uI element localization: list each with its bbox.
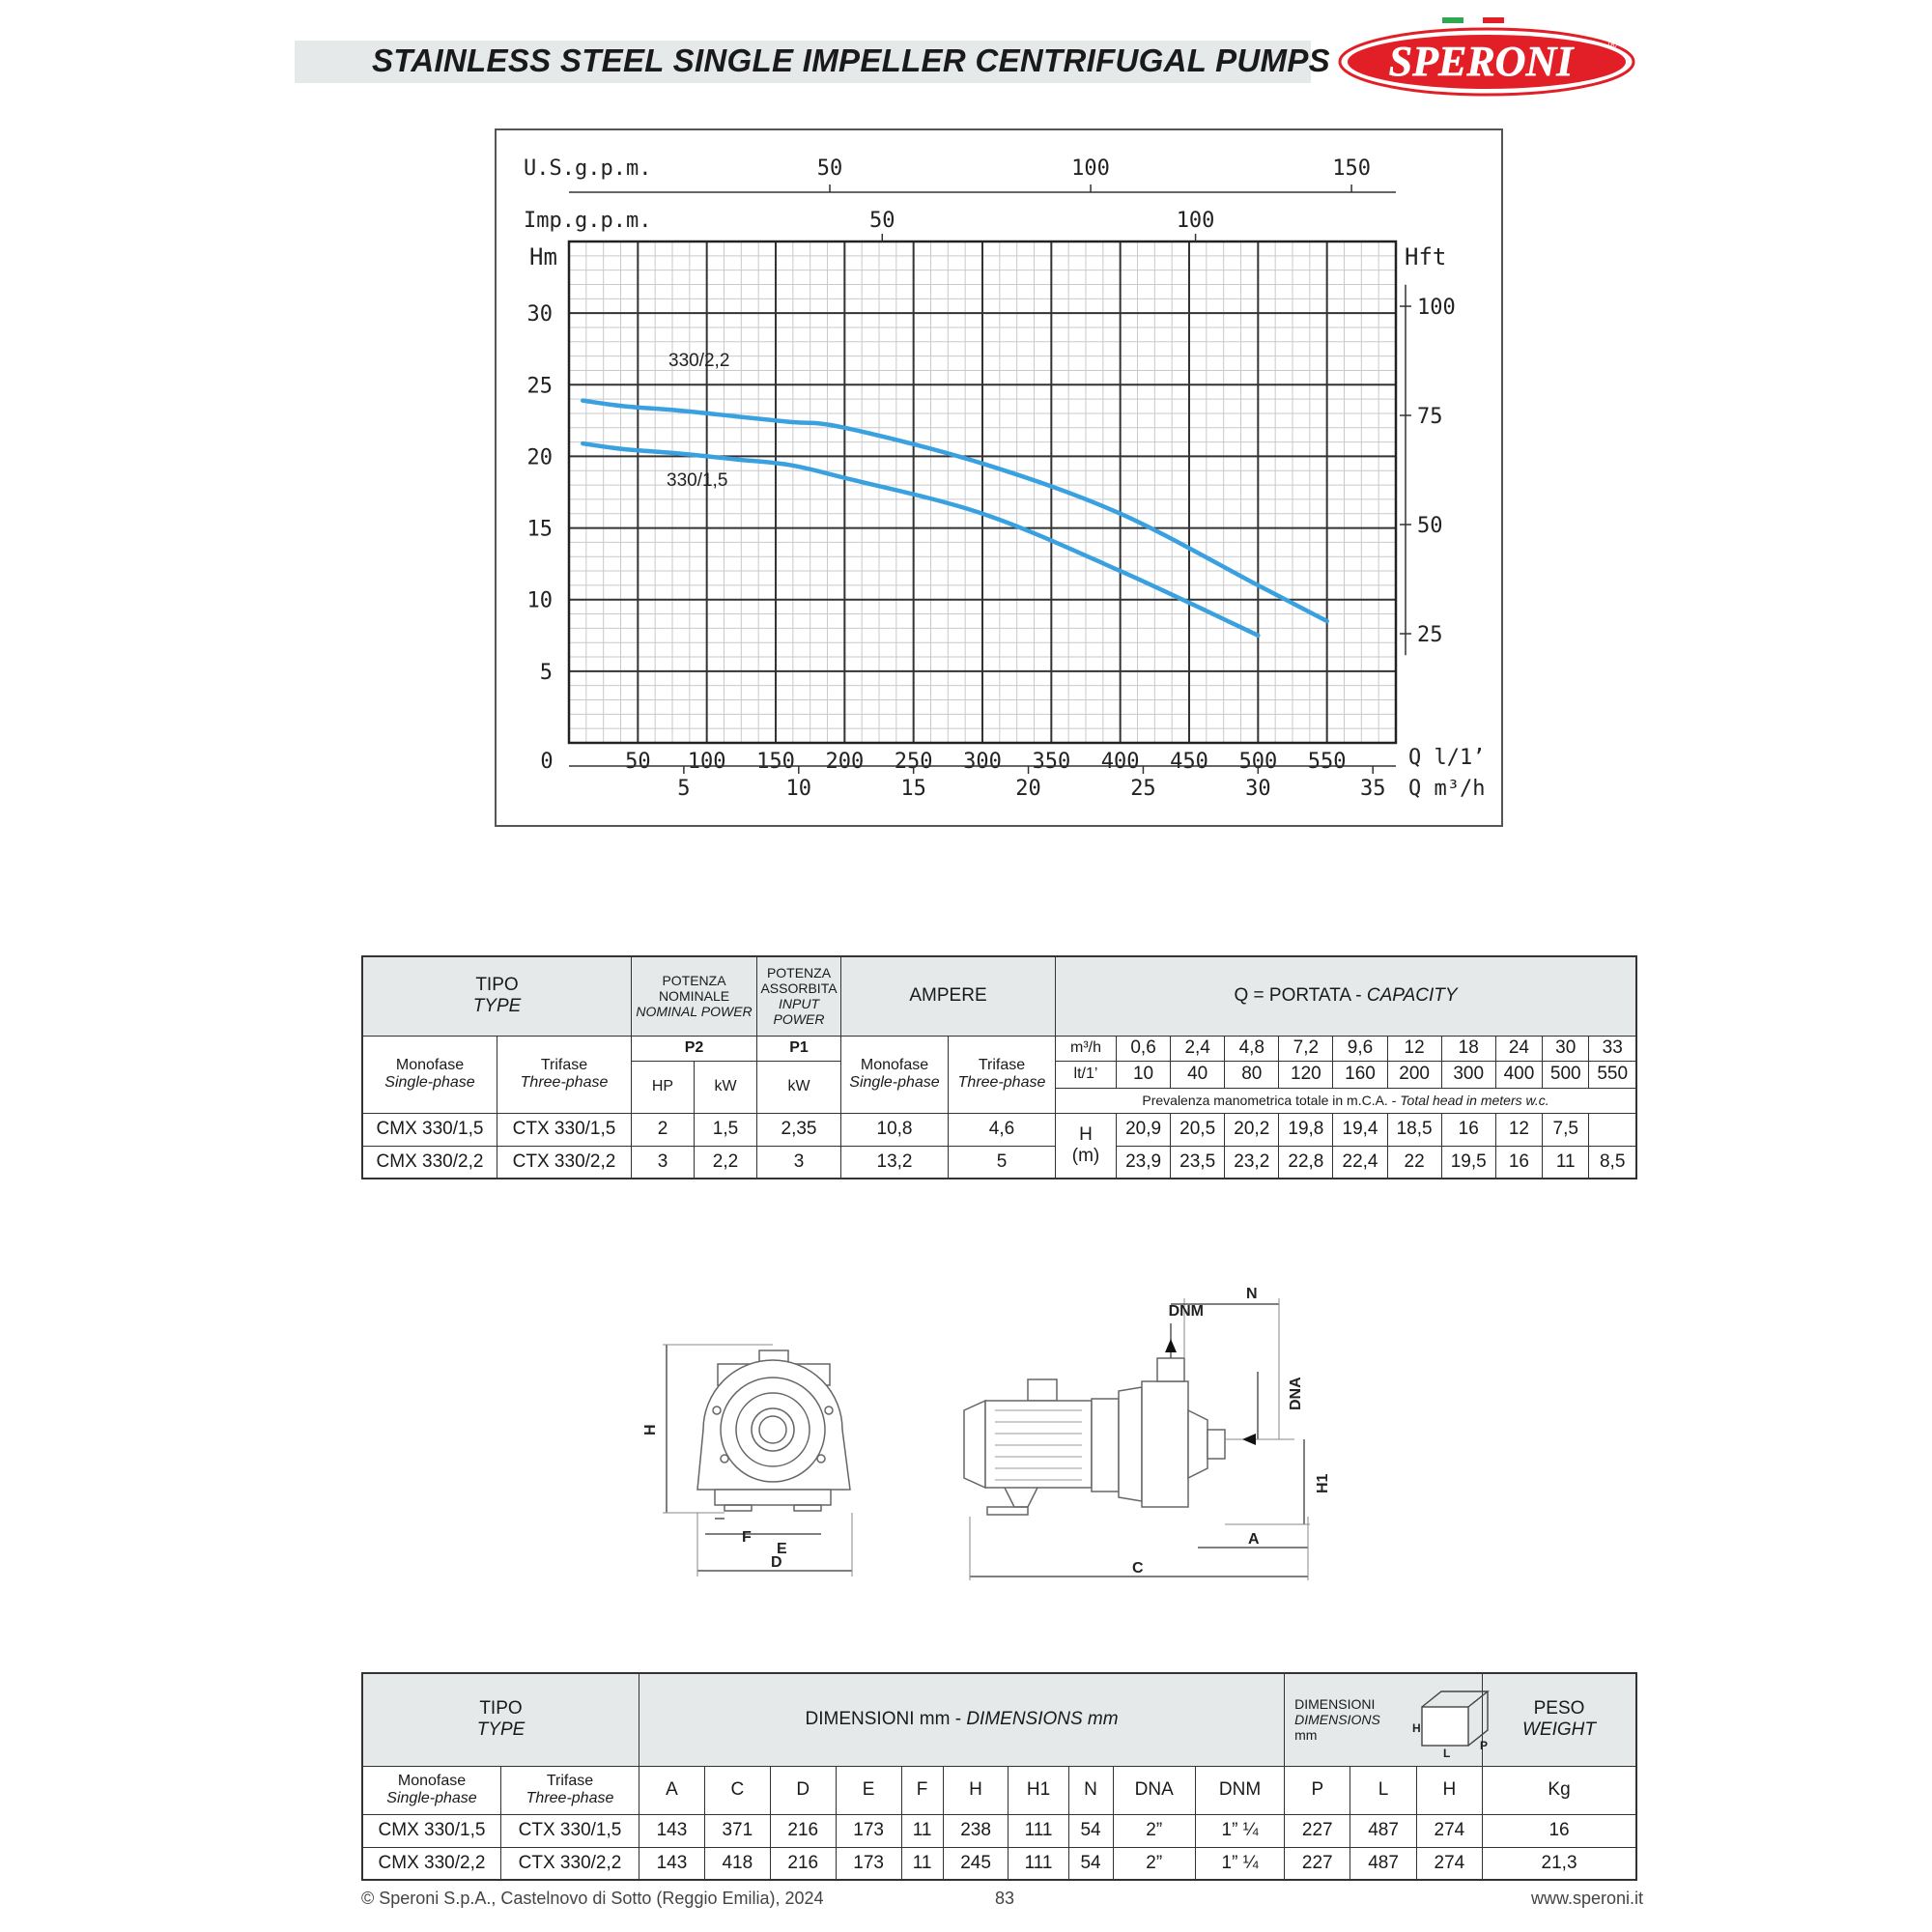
dim-cell: 238 [943, 1814, 1009, 1847]
head-cell: 19,8 [1279, 1113, 1333, 1146]
trifase-header: Trifase Three-phase [501, 1766, 639, 1814]
dim-cell: 274 [1416, 1847, 1482, 1880]
col-header: N [1068, 1766, 1113, 1814]
amp-monofase-header: Monofase Single-phase [841, 1036, 949, 1113]
m3h-axis-label: Q m³/h [1408, 777, 1486, 801]
dim-cell: 216 [770, 1814, 836, 1847]
head-note: Prevalenza manometrica totale in m.C.A. - Total head in meters w.c. [1056, 1088, 1637, 1113]
m3h-unit: m³/h [1056, 1036, 1117, 1061]
usgpm-tick-label: 150 [1332, 156, 1371, 181]
amp-tri-value: 5 [949, 1146, 1056, 1179]
lt-cell: 80 [1225, 1061, 1279, 1088]
x-tick-label: 300 [963, 750, 1002, 774]
head-cell: 23,9 [1117, 1146, 1171, 1179]
nominal-power-header: POTENZA NOMINALE NOMINAL POWER [632, 956, 757, 1036]
m3h-tick-label: 15 [900, 777, 926, 801]
y2-axis-label: Hft [1405, 243, 1447, 270]
lt-cell: 400 [1495, 1061, 1542, 1088]
head-cell: 23,5 [1171, 1146, 1225, 1179]
y-tick-label: 30 [526, 302, 553, 327]
table-row [362, 1847, 1636, 1880]
monofase-header: Monofase Single-phase [362, 1036, 497, 1113]
page-number: 83 [995, 1889, 1015, 1908]
y-axis-label: Hm [529, 243, 557, 270]
x-tick-label: 350 [1032, 750, 1071, 774]
p1-value: 2,35 [757, 1113, 841, 1146]
footer-website[interactable]: www.speroni.it [1531, 1889, 1644, 1908]
model-mono: CMX 330/1,5 [362, 1814, 501, 1847]
dim-label-h: H [642, 1424, 659, 1435]
dim-cell: 487 [1350, 1847, 1416, 1880]
y-tick-label: 20 [526, 445, 553, 470]
usgpm-tick-label: 50 [816, 156, 843, 181]
kw-header: kW [695, 1061, 757, 1113]
table-row [362, 1146, 1636, 1179]
m3h-tick-label: 35 [1359, 777, 1386, 801]
kw-value: 2,2 [695, 1146, 757, 1179]
head-cell [1589, 1113, 1636, 1146]
speroni-logo [1336, 14, 1637, 99]
dim-cell: 1” ¼ [1195, 1814, 1284, 1847]
dim-label-d: D [771, 1554, 782, 1571]
amp-tri-value: 4,6 [949, 1113, 1056, 1146]
y2-tick-label: 75 [1417, 405, 1443, 430]
x-axis-label: Q l/1’ [1408, 746, 1486, 770]
pump-dimension-drawing [628, 1265, 1401, 1584]
model-mono: CMX 330/1,5 [362, 1113, 497, 1146]
usgpm-axis-label: U.S.g.p.m. [524, 156, 652, 181]
amp-mono-value: 13,2 [841, 1146, 949, 1179]
col-header: E [836, 1766, 901, 1814]
dimensions-header: DIMENSIONI mm - DIMENSIONS mm [639, 1673, 1285, 1766]
head-label: H (m) [1056, 1113, 1117, 1179]
series-label-330-1-5: 330/1,5 [667, 470, 728, 491]
packing-dims-header [1285, 1673, 1489, 1766]
y2-tick-label: 25 [1417, 623, 1443, 648]
m3h-tick-label: 20 [1015, 777, 1041, 801]
head-cell: 20,2 [1225, 1113, 1279, 1146]
head-cell: 7,5 [1543, 1113, 1589, 1146]
y-tick-label: 15 [526, 517, 553, 542]
x-tick-label: 0 [540, 750, 554, 774]
p1-kw-header: kW [757, 1061, 841, 1113]
hp-header: HP [632, 1061, 695, 1113]
m3h-cell: 0,6 [1117, 1036, 1171, 1061]
p1-header: P1 [757, 1036, 841, 1061]
trifase-header: Trifase Three-phase [497, 1036, 632, 1113]
dim-label-e: E [777, 1541, 787, 1557]
dim-cell: 487 [1350, 1814, 1416, 1847]
dim-cell: 173 [836, 1814, 901, 1847]
type-header: TIPO TYPE [362, 956, 632, 1036]
x-tick-label: 150 [756, 750, 795, 774]
dim-cell: 2” [1113, 1847, 1195, 1880]
page-title: STAINLESS STEEL SINGLE IMPELLER CENTRIFUGAL PUMPS [372, 43, 1330, 78]
col-header: C [704, 1766, 770, 1814]
head-cell: 20,9 [1117, 1113, 1171, 1146]
col-header: D [770, 1766, 836, 1814]
y2-tick-label: 100 [1417, 296, 1456, 321]
x-tick-label: 200 [825, 750, 865, 774]
lt-cell: 550 [1589, 1061, 1636, 1088]
input-power-header: POTENZA ASSORBITA INPUT POWER [757, 956, 841, 1036]
x-tick-label: 50 [625, 750, 651, 774]
series-label-330-2-2: 330/2,2 [668, 351, 730, 371]
m3h-cell: 4,8 [1225, 1036, 1279, 1061]
type-header: TIPO TYPE [362, 1673, 639, 1766]
lt-cell: 160 [1333, 1061, 1387, 1088]
head-cell: 12 [1495, 1113, 1542, 1146]
dimensions-table [361, 1672, 1637, 1881]
pack-label-2: DIMENSIONS [1294, 1712, 1380, 1728]
weight-header: PESO WEIGHT [1483, 1673, 1636, 1766]
x-tick-label: 450 [1170, 750, 1208, 774]
dim-cell: 2” [1113, 1814, 1195, 1847]
p1-value: 3 [757, 1146, 841, 1179]
head-cell: 11 [1543, 1146, 1589, 1179]
col-header: L [1350, 1766, 1416, 1814]
head-cell: 16 [1441, 1113, 1495, 1146]
model-tri: CTX 330/2,2 [497, 1146, 632, 1179]
m3h-cell: 30 [1543, 1036, 1589, 1061]
impgpm-tick-label: 100 [1176, 209, 1215, 233]
model-tri: CTX 330/2,2 [501, 1847, 639, 1880]
head-cell: 19,4 [1333, 1113, 1387, 1146]
head-cell: 19,5 [1441, 1146, 1495, 1179]
head-cell: 8,5 [1589, 1146, 1636, 1179]
col-header: H [943, 1766, 1009, 1814]
package-box-icon [1408, 1686, 1505, 1757]
head-cell: 22,4 [1333, 1146, 1387, 1179]
box-p-label: P [1480, 1739, 1489, 1752]
model-tri: CTX 330/1,5 [501, 1814, 639, 1847]
pump-front-view [697, 1350, 850, 1511]
col-header: H [1416, 1766, 1482, 1814]
table-row [362, 1814, 1636, 1847]
lt-unit: lt/1’ [1056, 1061, 1117, 1088]
dim-cell: 274 [1416, 1814, 1482, 1847]
m3h-tick-label: 30 [1245, 777, 1271, 801]
performance-chart [495, 128, 1503, 827]
col-header: F [901, 1766, 943, 1814]
y-tick-label: 5 [539, 660, 553, 685]
m3h-cell: 9,6 [1333, 1036, 1387, 1061]
m3h-cell: 33 [1589, 1036, 1636, 1061]
dim-cell: 11 [901, 1814, 943, 1847]
dim-cell: 418 [704, 1847, 770, 1880]
impgpm-axis-label: Imp.g.p.m. [524, 209, 652, 233]
m3h-tick-label: 25 [1130, 777, 1156, 801]
dim-cell: 54 [1068, 1814, 1113, 1847]
x-tick-label: 400 [1100, 750, 1140, 774]
dim-cell: 21,3 [1483, 1847, 1636, 1880]
m3h-tick-label: 5 [677, 777, 691, 801]
dim-label-f: F [742, 1529, 752, 1546]
col-header: A [639, 1766, 705, 1814]
dim-cell: 227 [1285, 1847, 1350, 1880]
head-cell: 20,5 [1171, 1113, 1225, 1146]
model-mono: CMX 330/2,2 [362, 1146, 497, 1179]
dim-cell: 16 [1483, 1814, 1636, 1847]
head-cell: 16 [1495, 1146, 1542, 1179]
dim-cell: 227 [1285, 1814, 1350, 1847]
dim-label-c: C [1132, 1560, 1144, 1577]
impgpm-tick-label: 50 [869, 209, 895, 233]
box-h-label: H [1412, 1721, 1421, 1735]
hp-value: 3 [632, 1146, 695, 1179]
head-cell: 22 [1387, 1146, 1441, 1179]
kw-value: 1,5 [695, 1113, 757, 1146]
series-line-330-2-2 [582, 401, 1326, 621]
performance-table [361, 955, 1637, 1179]
dim-label-h1: H1 [1315, 1473, 1331, 1493]
ampere-header: AMPERE [841, 956, 1056, 1036]
dim-label-a: A [1248, 1531, 1260, 1548]
dim-cell: 11 [901, 1847, 943, 1880]
box-l-label: L [1443, 1747, 1451, 1757]
pack-label-1: DIMENSIONI [1294, 1696, 1376, 1713]
dim-cell: 111 [1009, 1847, 1068, 1880]
amp-mono-value: 10,8 [841, 1113, 949, 1146]
outlet-arrow-icon [1165, 1339, 1177, 1352]
dim-label-n: N [1246, 1286, 1258, 1302]
m3h-cell: 18 [1441, 1036, 1495, 1061]
dim-cell: 216 [770, 1847, 836, 1880]
lt-cell: 500 [1543, 1061, 1589, 1088]
lt-cell: 40 [1171, 1061, 1225, 1088]
m3h-cell: 2,4 [1171, 1036, 1225, 1061]
dim-cell: 245 [943, 1847, 1009, 1880]
col-header: DNA [1113, 1766, 1195, 1814]
dim-label-dna: DNA [1288, 1377, 1304, 1410]
x-tick-label: 250 [894, 750, 933, 774]
inlet-arrow-icon [1242, 1434, 1256, 1445]
col-header: P [1285, 1766, 1350, 1814]
monofase-header: Monofase Single-phase [362, 1766, 501, 1814]
x-tick-label: 100 [687, 750, 726, 774]
lt-cell: 200 [1387, 1061, 1441, 1088]
amp-trifase-header: Trifase Three-phase [949, 1036, 1056, 1113]
dim-cell: 173 [836, 1847, 901, 1880]
hp-value: 2 [632, 1113, 695, 1146]
model-tri: CTX 330/1,5 [497, 1113, 632, 1146]
y2-tick-label: 50 [1417, 514, 1443, 539]
m3h-tick-label: 10 [785, 777, 812, 801]
m3h-cell: 7,2 [1279, 1036, 1333, 1061]
pack-unit: mm [1294, 1727, 1318, 1744]
usgpm-tick-label: 100 [1071, 156, 1110, 181]
dim-cell: 143 [639, 1814, 705, 1847]
dim-cell: 111 [1009, 1814, 1068, 1847]
m3h-cell: 24 [1495, 1036, 1542, 1061]
capacity-header: Q = PORTATA - CAPACITY [1056, 956, 1637, 1036]
head-cell: 18,5 [1387, 1113, 1441, 1146]
col-header: H1 [1009, 1766, 1068, 1814]
footer-copyright: © Speroni S.p.A., Castelnovo di Sotto (Reggio Emilia), 2024 [361, 1889, 824, 1908]
brand-registered-mark: ® [1608, 38, 1617, 51]
pump-side-view [964, 1358, 1225, 1515]
x-tick-label: 550 [1307, 750, 1347, 774]
dim-label-dnm: DNM [1168, 1303, 1204, 1320]
lt-cell: 300 [1441, 1061, 1495, 1088]
head-cell: 23,2 [1225, 1146, 1279, 1179]
brand-name: SPERONI [1388, 38, 1574, 85]
dim-cell: 54 [1068, 1847, 1113, 1880]
dim-cell: 1” ¼ [1195, 1847, 1284, 1880]
col-header: DNM [1195, 1766, 1284, 1814]
y-tick-label: 25 [526, 374, 553, 399]
model-mono: CMX 330/2,2 [362, 1847, 501, 1880]
y-tick-label: 10 [526, 588, 553, 613]
dim-cell: 371 [704, 1814, 770, 1847]
m3h-cell: 12 [1387, 1036, 1441, 1061]
p2-header: P2 [632, 1036, 757, 1061]
lt-cell: 120 [1279, 1061, 1333, 1088]
col-header: Kg [1483, 1766, 1636, 1814]
table-row [362, 1113, 1636, 1146]
head-cell: 22,8 [1279, 1146, 1333, 1179]
lt-cell: 10 [1117, 1061, 1171, 1088]
dim-cell: 143 [639, 1847, 705, 1880]
x-tick-label: 500 [1238, 750, 1278, 774]
